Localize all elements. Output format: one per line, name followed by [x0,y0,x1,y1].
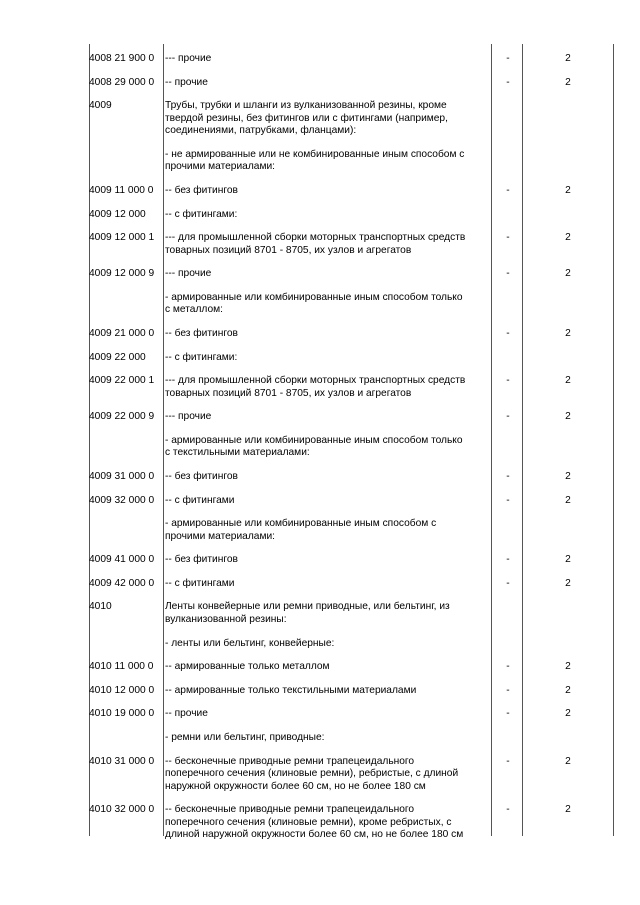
tnved-code: 4009 21 000 0 [89,327,155,339]
tnved-code: 4010 19 000 0 [89,708,155,720]
goods-description [165,185,238,198]
tnved-code: 4009 [89,100,112,112]
rate-cell: 2 [565,577,571,589]
goods-description [165,53,211,66]
description-line: с текстильными материалами: [165,447,310,459]
description-line: --- для промышленной сборки моторных транспортных средств [165,375,466,387]
goods-description [165,756,458,794]
unit-cell: - [506,661,510,673]
unit-cell: - [506,470,510,482]
goods-description [165,411,211,424]
goods-description [165,601,450,626]
goods-description [165,328,238,341]
goods-description [165,495,234,508]
description-line: наружной окружности более 60 см, но не более 180 см [165,780,426,792]
goods-description [165,471,238,484]
tnved-code: 4010 11 000 0 [89,661,154,673]
rate-cell: 2 [565,804,571,816]
column-divider [491,44,492,836]
unit-cell: - [506,708,510,720]
description-line: длиной наружной окружности более 60 см, но не более 180 см [165,829,464,841]
unit-cell: - [506,755,510,767]
goods-description [165,578,234,591]
goods-description [165,100,448,138]
description-line: --- для промышленной сборки моторных транспортных средств [165,232,466,244]
rate-cell: 2 [565,708,571,720]
unit-cell: - [506,53,510,64]
description-line: Трубы, трубки и шланги из вулканизованной резины, кроме [165,100,447,112]
description-line: товарных позиций 8701 - 8705, их узлов и агрегатов [165,387,412,399]
rate-cell: 2 [565,755,571,767]
description-line: -- прочие [165,76,208,88]
rate-cell: 2 [565,494,571,506]
goods-description [165,209,237,222]
tnved-code: 4010 12 000 0 [89,684,155,696]
unit-cell: - [506,411,510,423]
description-line: -- бесконечные приводные ремни трапецеидального [165,755,415,767]
description-line: - армированные или комбинированные иным способом только [165,434,463,446]
tnved-code: 4009 31 000 0 [89,470,155,482]
rate-cell: 2 [565,76,571,88]
tariff-table [89,44,614,841]
column-divider [613,44,614,836]
tnved-code: 4009 22 000 1 [89,375,155,387]
goods-description [165,435,463,460]
rate-cell: 2 [565,184,571,196]
description-line: прочими материалами: [165,161,275,173]
description-line: --- прочие [165,411,212,423]
description-line: -- без фитингов [165,470,238,482]
description-line: -- с фитингами [165,494,235,506]
tnved-code: 4010 31 000 0 [89,755,155,767]
description-line: - ленты или бельтинг, конвейерные: [165,637,335,649]
rate-cell: 2 [565,684,571,696]
unit-cell: - [506,554,510,566]
description-line: -- армированные только металлом [165,661,330,673]
description-line: -- бесконечные приводные ремни трапецеидального [165,804,415,816]
rate-cell: 2 [565,327,571,339]
goods-description [165,638,334,651]
goods-description [165,268,211,281]
description-line: -- с фитингами: [165,208,238,220]
description-line: твердой резины, без фитингов или с фитингами (например, [165,112,448,124]
unit-cell: - [506,184,510,196]
goods-description [165,375,465,400]
goods-description [165,554,238,567]
tnved-code: 4009 12 000 1 [89,232,155,244]
goods-description [165,352,237,365]
tnved-code: 4009 22 000 9 [89,411,155,423]
description-line: --- прочие [165,268,212,280]
goods-description [165,661,330,674]
tnved-code: 4008 21 900 0 [89,53,155,64]
description-line: -- армированные только текстильными материалами [165,684,417,696]
description-line: - ремни или бельтинг, приводные: [165,731,325,743]
rate-cell: 2 [565,375,571,387]
rate-cell: 2 [565,661,571,673]
unit-cell: - [506,76,510,88]
tnved-code: 4008 29 000 0 [89,76,155,88]
description-line: соединениями, патрубками, фланцами): [165,125,357,137]
goods-description [165,292,463,317]
description-line: -- прочие [165,708,208,720]
description-line: -- с фитингами: [165,351,238,363]
description-line: вулканизованной резины: [165,613,287,625]
description-line: --- прочие [165,53,212,64]
goods-description [165,732,324,745]
description-line: - армированные или комбинированные иным способом только [165,291,463,303]
tnved-code: 4009 32 000 0 [89,494,155,506]
tnved-code: 4010 32 000 0 [89,804,155,816]
unit-cell: - [506,577,510,589]
goods-description [165,804,463,842]
rate-cell: 2 [565,411,571,423]
tnved-code: 4009 42 000 0 [89,577,155,589]
tnved-code: 4009 12 000 9 [89,268,155,280]
description-line: -- без фитингов [165,327,238,339]
unit-cell: - [506,804,510,816]
rate-cell: 2 [565,232,571,244]
unit-cell: - [506,268,510,280]
description-line: -- с фитингами [165,577,235,589]
description-line: поперечного сечения (клиновые ремни), кроме ребристых, с [165,816,452,828]
description-line: -- без фитингов [165,554,238,566]
tnved-code: 4009 22 000 [89,351,146,363]
rate-cell: 2 [565,470,571,482]
unit-cell: - [506,375,510,387]
tnved-code: 4009 12 000 [89,208,146,220]
tnved-code: 4009 11 000 0 [89,184,154,196]
description-line: - армированные или комбинированные иным способом с [165,518,437,530]
tnved-code: 4009 41 000 0 [89,554,155,566]
description-line: товарных позиций 8701 - 8705, их узлов и агрегатов [165,244,412,256]
unit-cell: - [506,327,510,339]
rate-cell: 2 [565,268,571,280]
goods-description [165,685,416,698]
goods-description [165,77,208,90]
description-line: с металлом: [165,304,223,316]
unit-cell: - [506,232,510,244]
goods-description [165,232,465,257]
description-line: Ленты конвейерные или ремни приводные, или бельтинг, из [165,601,450,613]
description-line: прочими материалами: [165,530,275,542]
tnved-code: 4010 [89,601,112,613]
rate-cell: 2 [565,53,571,64]
unit-cell: - [506,684,510,696]
unit-cell: - [506,494,510,506]
column-divider [522,44,523,836]
description-line: поперечного сечения (клиновые ремни), ребристые, с длиной [165,768,459,779]
goods-description [165,149,464,174]
column-divider [163,44,164,836]
rate-cell: 2 [565,554,571,566]
goods-description [165,708,208,721]
description-line: -- без фитингов [165,184,238,196]
goods-description [165,518,436,543]
description-line: - не армированные или не комбинированные иным способом с [165,148,465,160]
